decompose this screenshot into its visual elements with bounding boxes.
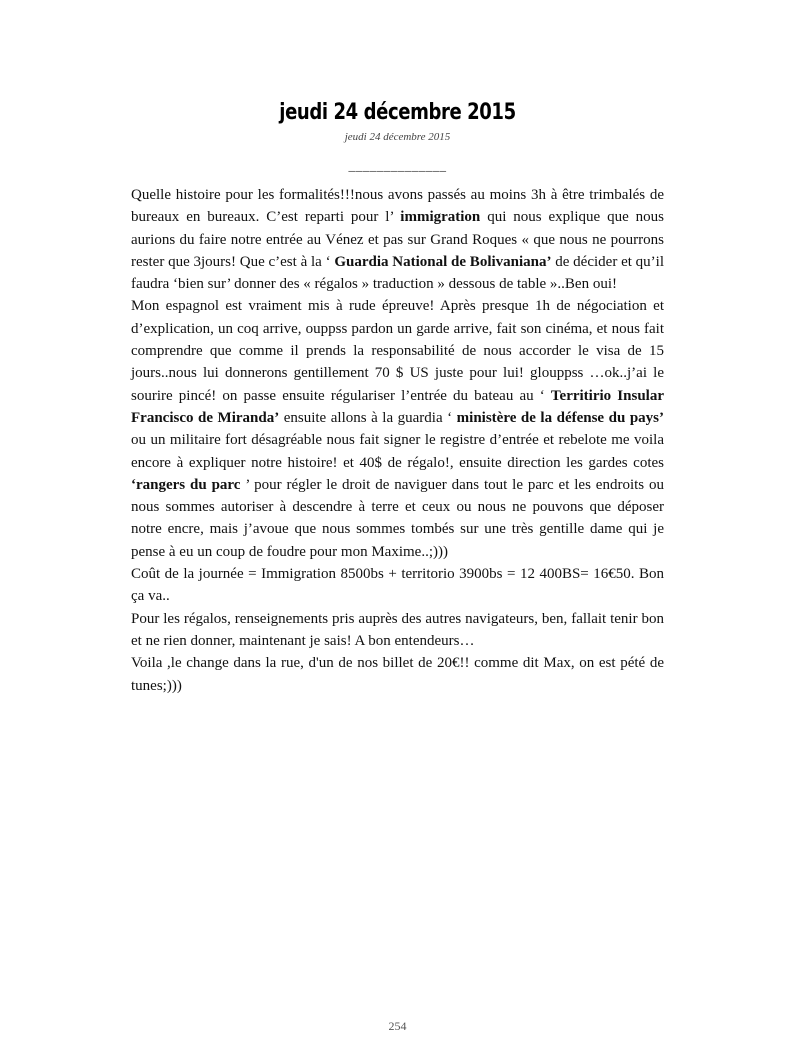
text-segment: Pour les régalos, renseignements pris auprès des autres navigateurs, ben, fallait tenir bon et ne rien donner, maintenant je sais! A bon entendeurs…	[131, 610, 664, 649]
text-segment: Coût de la journée = Immigration 8500bs + territorio 3900bs = 12 400BS= 16€50. Bon ça va..	[131, 566, 664, 605]
bold-text-segment: immigration	[400, 209, 481, 226]
text-segment: ’ pour régler le droit de naviguer dans tout le parc et les endroits ou nous sommes autoriser à descendre à terre et ceux ou nous ne pouvons que déposer notre encre, mais j’avoue que nous sommes tombés sur une très gentille dame qui je pense à eu un coup de foudre pour mon Maxime..;)))	[131, 476, 664, 560]
text-segment: Quelle histoire pour les formalités!!!nous avons passés au moins 3h à être trimbalés de bureaux en bureaux. C’est reparti pour l’	[131, 187, 664, 226]
bold-text-segment: Guardia National de Bolivaniana’	[334, 253, 552, 270]
page-number: 254	[388, 1019, 407, 1033]
paragraph	[131, 295, 664, 563]
bold-text-segment: ministère de la défense du pays’	[456, 409, 664, 426]
text-segment: ensuite allons à la guardia ‘	[279, 409, 457, 426]
text-segment: Mon espagnol est vraiment mis à rude épreuve! Après presque 1h de négociation et d’explication, un coq arrive, ouppss pardon un garde arrive, fait son cinéma, et nous fait comprendre que comme il prends la responsabilité de nous accorder le visa de 15 jours..nous lui donnerons gentillement 70 $ US juste pour lui! glouppss …ok..j’ai le sourire pincé! on passe ensuite régulariser l’entrée du bateau au ‘	[131, 298, 664, 404]
page-subtitle: jeudi 24 décembre 2015	[344, 131, 451, 143]
body-text	[131, 184, 664, 697]
paragraph	[131, 563, 664, 608]
bold-text-segment: Territirio Insular Francisco de Miranda’	[131, 387, 664, 426]
text-segment: qui nous explique que nous aurions du faire notre entrée au Vénez et pas sur Grand Roques « que nous ne pourrons rester que 3jours! Que c’est à la ‘	[131, 209, 664, 270]
bold-text-segment: ‘rangers du parc	[131, 476, 241, 493]
separator-line: ______________	[348, 158, 447, 173]
paragraph	[131, 652, 664, 697]
text-segment: ou un militaire fort désagréable nous fait signer le registre d’entrée et rebelote me voila encore à expliquer notre histoire! et 40$ de régalo!, ensuite direction les gardes cotes	[131, 432, 664, 471]
paragraph	[131, 184, 664, 295]
text-segment: de décider et qu’il faudra ‘bien sur’ donner des « régalos » traduction » dessous de table »..Ben oui!	[131, 253, 664, 293]
paragraph	[131, 608, 664, 653]
text-segment: Voila ,le change dans la rue, d'un de nos billet de 20€!! comme dit Max, on est pété de tunes;)))	[131, 655, 664, 694]
page-title: jeudi 24 décembre 2015	[279, 100, 516, 125]
